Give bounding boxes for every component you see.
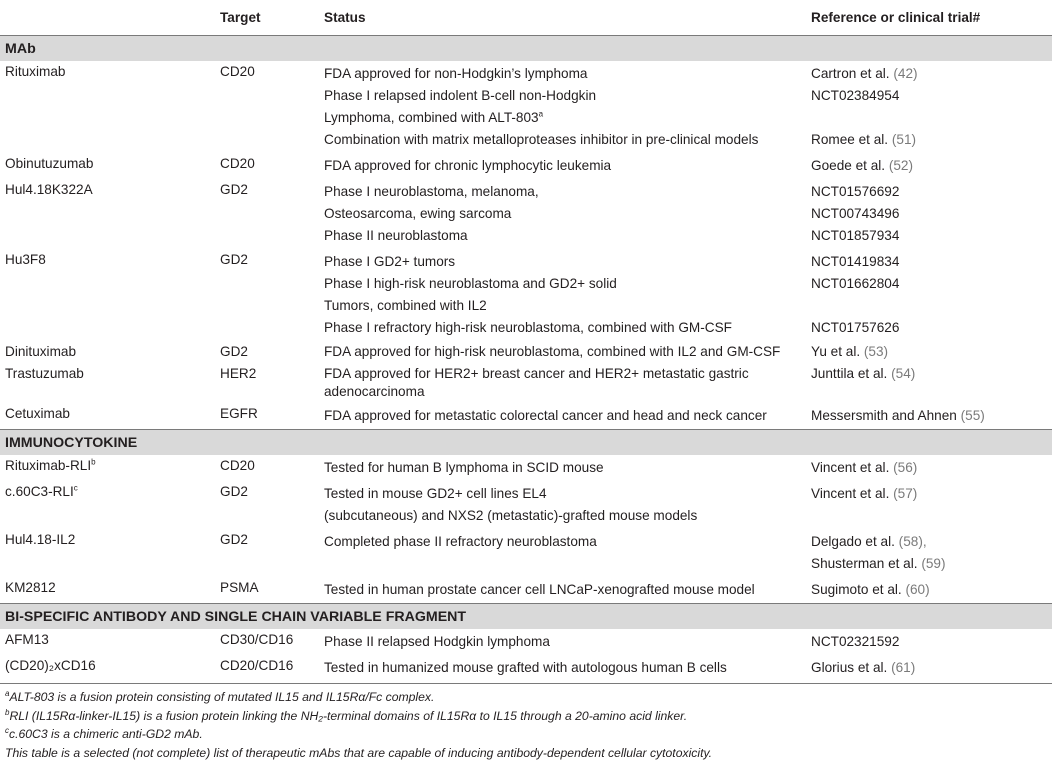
- reference-number: (60): [905, 582, 929, 597]
- reference-cell: [811, 403, 1052, 429]
- reference-number: (54): [891, 366, 915, 381]
- target-cell: [220, 61, 324, 153]
- reference-line: Cartron et al. (42): [811, 63, 1052, 85]
- status-cell: [324, 629, 811, 655]
- table-body: [0, 35, 1052, 681]
- reference-number: (56): [893, 460, 917, 475]
- status-cell: [324, 481, 811, 529]
- reference-cell: [811, 61, 1052, 153]
- status-line: FDA approved for metastatic colorectal cancer and head and neck cancer: [324, 405, 811, 427]
- footnote: [5, 707, 1052, 726]
- reference-cell: [811, 655, 1052, 681]
- reference-line: NCT01662804: [811, 273, 1052, 295]
- drug-name-text: Obinutuzumab: [5, 155, 220, 173]
- status-line: Phase II relapsed Hodgkin lymphoma: [324, 631, 811, 653]
- status-cell: [324, 655, 811, 681]
- table-row: [0, 655, 1052, 681]
- drug-name-text: AFM13: [5, 631, 220, 649]
- status-cell: [324, 529, 811, 577]
- drug-name: [0, 629, 220, 655]
- footnote: [5, 744, 1052, 762]
- reference-cell: [811, 249, 1052, 341]
- table-footnotes: [0, 684, 1052, 762]
- table-row: [0, 455, 1052, 481]
- drug-name-text: Trastuzumab: [5, 365, 220, 383]
- reference-cell: [811, 153, 1052, 179]
- reference-number: (51): [892, 132, 916, 147]
- target-text: GD2: [220, 483, 324, 501]
- status-cell: [324, 455, 811, 481]
- footnote-mark: c: [74, 483, 78, 492]
- status-line: Completed phase II refractory neuroblastoma: [324, 531, 811, 553]
- status-line: Tested in humanized mouse grafted with autologous human B cells: [324, 657, 811, 679]
- table-row: [0, 363, 1052, 403]
- reference-line: [811, 107, 1052, 129]
- reference-line: Sugimoto et al. (60): [811, 579, 1052, 601]
- drug-name: [0, 249, 220, 341]
- status-cell: [324, 61, 811, 153]
- drug-name: [0, 153, 220, 179]
- drug-name-text: (CD20)₂xCD16: [5, 657, 220, 675]
- reference-number: (55): [961, 408, 985, 423]
- drug-name: [0, 341, 220, 363]
- target-cell: [220, 363, 324, 403]
- status-line: Phase I relapsed indolent B-cell non-Hodgkin: [324, 85, 811, 107]
- reference-line: NCT01757626: [811, 317, 1052, 339]
- reference-cell: [811, 577, 1052, 603]
- drug-name-text: KM2812: [5, 579, 220, 597]
- drug-name: [0, 455, 220, 481]
- reference-line: Vincent et al. (56): [811, 457, 1052, 479]
- target-text: CD30/CD16: [220, 631, 324, 649]
- reference-number: (61): [891, 660, 915, 675]
- table-row: [0, 629, 1052, 655]
- reference-line: Messersmith and Ahnen (55): [811, 405, 1052, 427]
- target-text: CD20: [220, 155, 324, 173]
- reference-line: Delgado et al. (58),: [811, 531, 1052, 553]
- table-row: [0, 529, 1052, 577]
- drug-name-text: Hul4.18K322A: [5, 181, 220, 199]
- reference-line: Goede et al. (52): [811, 155, 1052, 177]
- status-cell: [324, 363, 811, 403]
- status-line: Lymphoma, combined with ALT-803$^a$: [324, 107, 811, 129]
- reference-cell: [811, 455, 1052, 481]
- drug-name: [0, 577, 220, 603]
- drug-name-text: Hul4.18-IL2: [5, 531, 220, 549]
- target-cell: [220, 403, 324, 429]
- reference-cell: [811, 529, 1052, 577]
- reference-line: NCT01576692: [811, 181, 1052, 203]
- header-status: Status: [324, 10, 811, 25]
- status-line: [324, 553, 811, 575]
- target-cell: [220, 577, 324, 603]
- status-line: Tested in human prostate cancer cell LNCaP-xenografted mouse model: [324, 579, 811, 601]
- target-text: PSMA: [220, 579, 324, 597]
- target-text: CD20: [220, 457, 324, 475]
- reference-line: NCT00743496: [811, 203, 1052, 225]
- drug-name: [0, 179, 220, 249]
- section-heading: BI-SPECIFIC ANTIBODY AND SINGLE CHAIN VARIABLE FRAGMENT: [0, 603, 1052, 629]
- target-text: CD20: [220, 63, 324, 81]
- reference-number: (58),: [899, 534, 927, 549]
- status-line: Tested for human B lymphoma in SCID mouse: [324, 457, 811, 479]
- table-header: [0, 0, 1052, 35]
- status-cell: [324, 341, 811, 363]
- footnote-text: c.60C3 is a chimeric anti-GD2 mAb.: [9, 727, 203, 741]
- drug-name: [0, 481, 220, 529]
- target-cell: [220, 153, 324, 179]
- section-heading: IMMUNOCYTOKINE: [0, 429, 1052, 455]
- status-line: FDA approved for HER2+ breast cancer and HER2+ metastatic gastric adenocarcinoma: [324, 365, 811, 401]
- status-cell: [324, 403, 811, 429]
- footnote-text: ALT-803 is a fusion protein consisting of mutated IL15 and IL15Rα/Fc complex.: [9, 690, 434, 704]
- status-line: FDA approved for chronic lymphocytic leukemia: [324, 155, 811, 177]
- reference-number: (53): [864, 344, 888, 359]
- status-line: FDA approved for high-risk neuroblastoma, combined with IL2 and GM-CSF: [324, 343, 811, 361]
- target-cell: [220, 455, 324, 481]
- status-line: Phase I neuroblastoma, melanoma,: [324, 181, 811, 203]
- target-cell: [220, 655, 324, 681]
- reference-line: NCT02384954: [811, 85, 1052, 107]
- status-line: Phase I GD2+ tumors: [324, 251, 811, 273]
- footnote-mark: a: [5, 689, 9, 698]
- status-cell: [324, 153, 811, 179]
- drug-name: [0, 61, 220, 153]
- reference-line: NCT01419834: [811, 251, 1052, 273]
- reference-number: (57): [893, 486, 917, 501]
- footnote: [5, 725, 1052, 744]
- status-line: (subcutaneous) and NXS2 (metastatic)-grafted mouse models: [324, 505, 811, 527]
- status-line: FDA approved for non-Hodgkin’s lymphoma: [324, 63, 811, 85]
- drug-name-text: Dinituximab: [5, 343, 220, 361]
- footnote-mark: b: [5, 707, 9, 716]
- reference-number: (42): [893, 66, 917, 81]
- target-text: EGFR: [220, 405, 324, 423]
- footnote-text: This table is a selected (not complete) list of therapeutic mAbs that are capable of inducing antibody-dependent cellular cytotoxicity.: [5, 746, 712, 760]
- reference-cell: [811, 481, 1052, 529]
- reference-line: Junttila et al. (54): [811, 365, 1052, 383]
- reference-line: Vincent et al. (57): [811, 483, 1052, 505]
- table-row: [0, 61, 1052, 153]
- reference-number: (59): [921, 556, 945, 571]
- status-line: Combination with matrix metalloproteases inhibitor in pre-clinical models: [324, 129, 811, 151]
- target-text: CD20/CD16: [220, 657, 324, 675]
- drug-name-text: c.60C3-RLI$^c$: [5, 483, 220, 501]
- table-row: [0, 249, 1052, 341]
- target-text: GD2: [220, 251, 324, 269]
- section-heading: MAb: [0, 35, 1052, 61]
- drug-name-text: Hu3F8: [5, 251, 220, 269]
- target-text: HER2: [220, 365, 324, 383]
- footnote-text: RLI (IL15Rα-linker-IL15) is a fusion protein linking the NH₂-terminal domains of IL15Rα to IL15 through a 20-amino acid linker.: [9, 709, 687, 723]
- status-line: Osteosarcoma, ewing sarcoma: [324, 203, 811, 225]
- reference-cell: [811, 179, 1052, 249]
- header-target: Target: [220, 10, 324, 25]
- drug-name: [0, 403, 220, 429]
- target-cell: [220, 179, 324, 249]
- table-row: [0, 403, 1052, 429]
- target-cell: [220, 529, 324, 577]
- reference-cell: [811, 629, 1052, 655]
- reference-cell: [811, 341, 1052, 363]
- drug-name-text: Cetuximab: [5, 405, 220, 423]
- reference-cell: [811, 363, 1052, 403]
- status-cell: [324, 249, 811, 341]
- target-text: GD2: [220, 531, 324, 549]
- reference-line: Glorius et al. (61): [811, 657, 1052, 679]
- status-line: Phase II neuroblastoma: [324, 225, 811, 247]
- drug-name: [0, 529, 220, 577]
- target-text: GD2: [220, 343, 324, 361]
- drug-name-text: Rituximab-RLI$^b$: [5, 457, 220, 475]
- header-reference: Reference or clinical trial#: [811, 10, 1052, 25]
- table-row: [0, 577, 1052, 603]
- drug-name: [0, 363, 220, 403]
- status-line: Tested in mouse GD2+ cell lines EL4: [324, 483, 811, 505]
- footnote-mark: b: [91, 457, 95, 466]
- target-cell: [220, 481, 324, 529]
- table-row: [0, 179, 1052, 249]
- reference-number: (52): [889, 158, 913, 173]
- footnote: [5, 688, 1052, 707]
- reference-line: Yu et al. (53): [811, 343, 1052, 361]
- reference-line: NCT01857934: [811, 225, 1052, 247]
- reference-line: NCT02321592: [811, 631, 1052, 653]
- target-cell: [220, 249, 324, 341]
- target-text: GD2: [220, 181, 324, 199]
- status-line: Tumors, combined with IL2: [324, 295, 811, 317]
- table-row: [0, 153, 1052, 179]
- status-cell: [324, 179, 811, 249]
- table-row: [0, 341, 1052, 363]
- reference-line: [811, 295, 1052, 317]
- reference-line: [811, 505, 1052, 527]
- drug-name-text: Rituximab: [5, 63, 220, 81]
- status-line: Phase I refractory high-risk neuroblastoma, combined with GM-CSF: [324, 317, 811, 339]
- drug-name: [0, 655, 220, 681]
- reference-line: Shusterman et al. (59): [811, 553, 1052, 575]
- table-row: [0, 481, 1052, 529]
- footnote-mark: c: [5, 726, 9, 735]
- reference-line: Romee et al. (51): [811, 129, 1052, 151]
- status-line: Phase I high-risk neuroblastoma and GD2+ solid: [324, 273, 811, 295]
- status-cell: [324, 577, 811, 603]
- target-cell: [220, 341, 324, 363]
- target-cell: [220, 629, 324, 655]
- footnote-mark: a: [539, 109, 543, 118]
